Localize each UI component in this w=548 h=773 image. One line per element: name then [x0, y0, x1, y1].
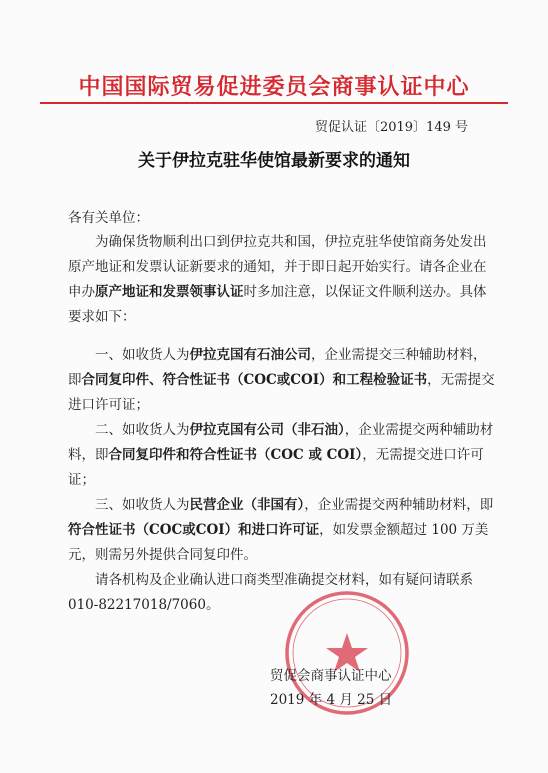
salutation: 各有关单位： [68, 210, 149, 226]
emphasized-text: 合同复印件、符合性证书（COC或COI）和工程检验证书 [81, 372, 428, 388]
emphasized-text: 伊拉克国有公司（非石油） [189, 422, 345, 438]
emphasized-text: 原产地证和发票领事认证 [95, 284, 244, 300]
paragraph-state-company [68, 418, 498, 493]
header-divider [40, 102, 508, 104]
body-text-run: 一、如收货人为 [95, 347, 190, 363]
body-text-run: ，企业需提交两种辅助材料，即 [304, 497, 494, 513]
signature-date: 2019 年 4 月 25 日 [270, 692, 393, 708]
paragraph-intro [68, 230, 498, 330]
paragraph-contact: 请各机构及企业确认进口商类型准确提交材料，如有疑问请联系 010-82217018/7060。 [68, 572, 473, 613]
emphasized-text: 符合性证书（COC或COI）和进口许可证 [68, 522, 320, 538]
notice-title: 关于伊拉克驻华使馆最新要求的通知 [138, 151, 410, 171]
emphasized-text: 伊拉克国有石油公司 [189, 347, 311, 363]
body-text-run: 时多加注意，以保证文件顺利送办。具体要求如下： [68, 284, 487, 325]
body-text-run: 为确保货物顺利出口到伊拉克共和国，伊拉克驻华使馆商务处发出原产地证和发票认证新要求的通知，并于即日起开始实行。请各企业在申办 [68, 234, 487, 300]
body-text-run: 二、如收货人为 [95, 422, 190, 438]
emphasized-text: 合同复印件和符合性证书（COC 或 COI） [108, 447, 363, 463]
paragraph-private-company [68, 493, 498, 568]
body-text-run: ，无需提交进口许可证； [68, 372, 495, 413]
emphasized-text: 民营企业（非国有） [189, 497, 305, 513]
issuer-header: 中国国际贸易促进委员会商事认证中心 [78, 75, 470, 100]
body-text-run: 三、如收货人为 [95, 497, 190, 513]
body-text-run: ，企业需提交三种辅助材料，即 [68, 347, 487, 388]
signature-organization: 贸促会商事认证中心 [270, 668, 392, 684]
body-text-run: ，如发票金额超过 100 万美元，则需另外提供合同复印件。 [68, 522, 489, 563]
document-number: 贸促认证〔2019〕149 号 [314, 120, 468, 135]
paragraph-oil-company [68, 343, 498, 418]
body-text-run: ，无需提交进口许可证； [68, 447, 484, 488]
body-text-run: ，企业需提交两种辅助材料，即 [68, 422, 494, 463]
